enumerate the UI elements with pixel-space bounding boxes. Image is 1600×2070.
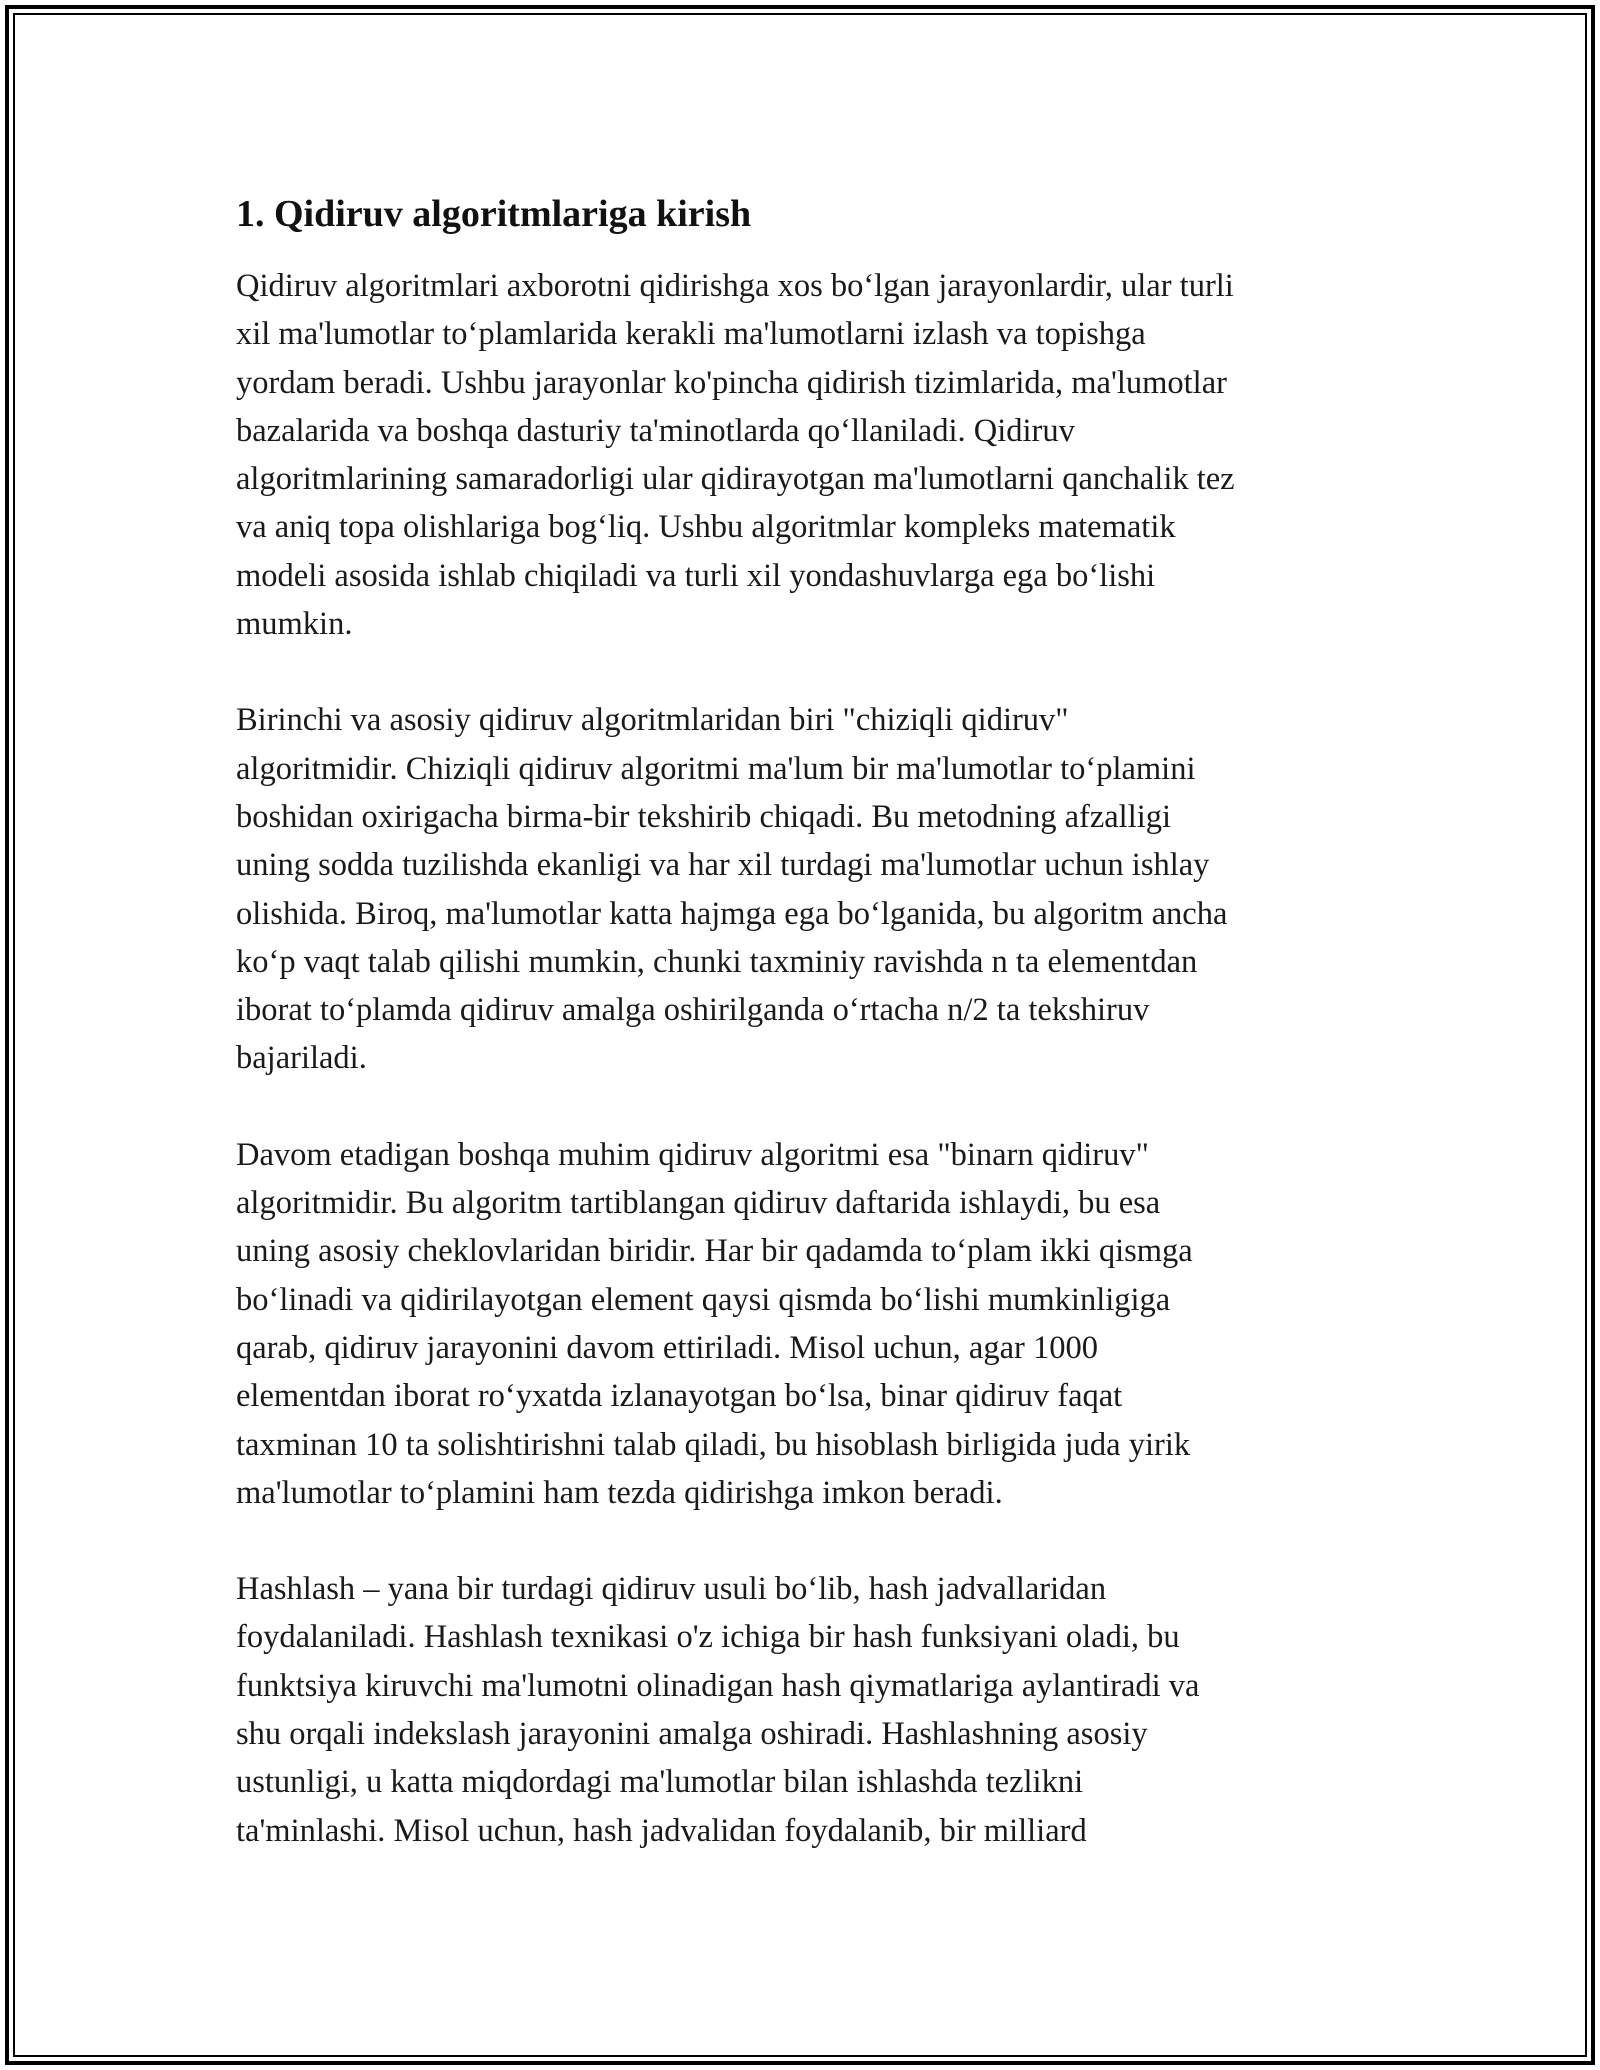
text-line: ta'minlashi. Misol uchun, hash jadvalidan foydalanib, bir milliard bbox=[236, 1812, 1087, 1849]
text-line: qarab, qidiruv jarayonini davom ettiriladi. Misol uchun, agar 1000 bbox=[236, 1329, 1098, 1366]
text-line: Qidiruv algoritmlari axborotni qidirishga xos bo‘lgan jarayonlardir, ular turli bbox=[236, 268, 1234, 304]
text-line: algoritmidir. Chiziqli qidiruv algoritmi ma'lum bir ma'lumotlar to‘plamini bbox=[236, 750, 1196, 787]
text-line: Birinchi va asosiy qidiruv algoritmlaridan biri "chiziqli qidiruv" bbox=[236, 702, 1069, 739]
text-line: Hashlash – yana bir turdagi qidiruv usuli bo‘lib, hash jadvallaridan bbox=[236, 1571, 1107, 1608]
text-line: funktsiya kiruvchi ma'lumotni olinadigan hash qiymatlariga aylantiradi va bbox=[236, 1667, 1200, 1704]
text-line: uning asosiy cheklovlaridan biridir. Har bir qadamda to‘plam ikki qismga bbox=[236, 1233, 1193, 1270]
text-line: algoritmidir. Bu algoritm tartiblangan qidiruv daftarida ishlaydi, bu esa bbox=[236, 1185, 1161, 1222]
text-line: algoritmlarining samaradorligi ular qidirayotgan ma'lumotlarni qanchalik tez bbox=[236, 461, 1235, 498]
text-line: taxminan 10 ta solishtirishni talab qiladi, bu hisoblash birligida juda yirik bbox=[236, 1426, 1191, 1463]
text-line: Davom etadigan boshqa muhim qidiruv algoritmi esa "binarn qidiruv" bbox=[236, 1136, 1149, 1173]
text-line: yordam beradi. Ushbu jarayonlar ko'pincha qidirish tizimlarida, ma'lumotlar bbox=[236, 364, 1227, 401]
text-line: boshidan oxirigacha birma-bir tekshirib chiqadi. Bu metodning afzalligi bbox=[236, 798, 1172, 835]
text-line: xil ma'lumotlar to‘plamlarida kerakli ma'lumotlarni izlash va topishga bbox=[236, 316, 1146, 353]
text-line: bazalarida va boshqa dasturiy ta'minotlarda qo‘llaniladi. Qidiruv bbox=[236, 412, 1075, 449]
text-line: modeli asosida ishlab chiqiladi va turli xil yondashuvlarga ega bo‘lishi bbox=[236, 557, 1156, 594]
text-line: foydalaniladi. Hashlash texnikasi o'z ichiga bir hash funksiyani oladi, bu bbox=[236, 1619, 1180, 1656]
text-line: uning sodda tuzilishda ekanligi va har xil turdagi ma'lumotlar uchun ishlay bbox=[236, 847, 1210, 884]
paragraph-binary-search bbox=[236, 1131, 1366, 1517]
text-line: mumkin. bbox=[236, 606, 353, 643]
text-line: ko‘p vaqt talab qilishi mumkin, chunki taxminiy ravishda n ta elementdan bbox=[236, 943, 1198, 980]
text-line: bajariladi. bbox=[236, 1040, 367, 1077]
text-line: ma'lumotlar to‘plamini ham tezda qidirishga imkon beradi. bbox=[236, 1474, 1003, 1511]
paragraph-hashing bbox=[236, 1565, 1366, 1855]
text-line: olishida. Biroq, ma'lumotlar katta hajmga ega bo‘lganida, bu algoritm ancha bbox=[236, 895, 1228, 932]
paragraph-intro bbox=[236, 262, 1366, 648]
paragraph-linear-search bbox=[236, 696, 1366, 1082]
text-line: va aniq topa olishlariga bog‘liq. Ushbu algoritmlar kompleks matematik bbox=[236, 509, 1176, 546]
section-heading: 1. Qidiruv algoritmlariga kirish bbox=[236, 193, 752, 235]
text-line: shu orqali indekslash jarayonini amalga oshiradi. Hashlashning asosiy bbox=[236, 1716, 1148, 1753]
document-body bbox=[236, 188, 1366, 1903]
text-line: iborat to‘plamda qidiruv amalga oshirilganda o‘rtacha n/2 ta tekshiruv bbox=[236, 992, 1150, 1029]
text-line: ustunligi, u katta miqdordagi ma'lumotlar bilan ishlashda tezlikni bbox=[236, 1764, 1084, 1801]
text-line: elementdan iborat ro‘yxatda izlanayotgan bo‘lsa, binar qidiruv faqat bbox=[236, 1378, 1123, 1415]
text-line: bo‘linadi va qidirilayotgan element qaysi qismda bo‘lishi mumkinligiga bbox=[236, 1281, 1171, 1318]
